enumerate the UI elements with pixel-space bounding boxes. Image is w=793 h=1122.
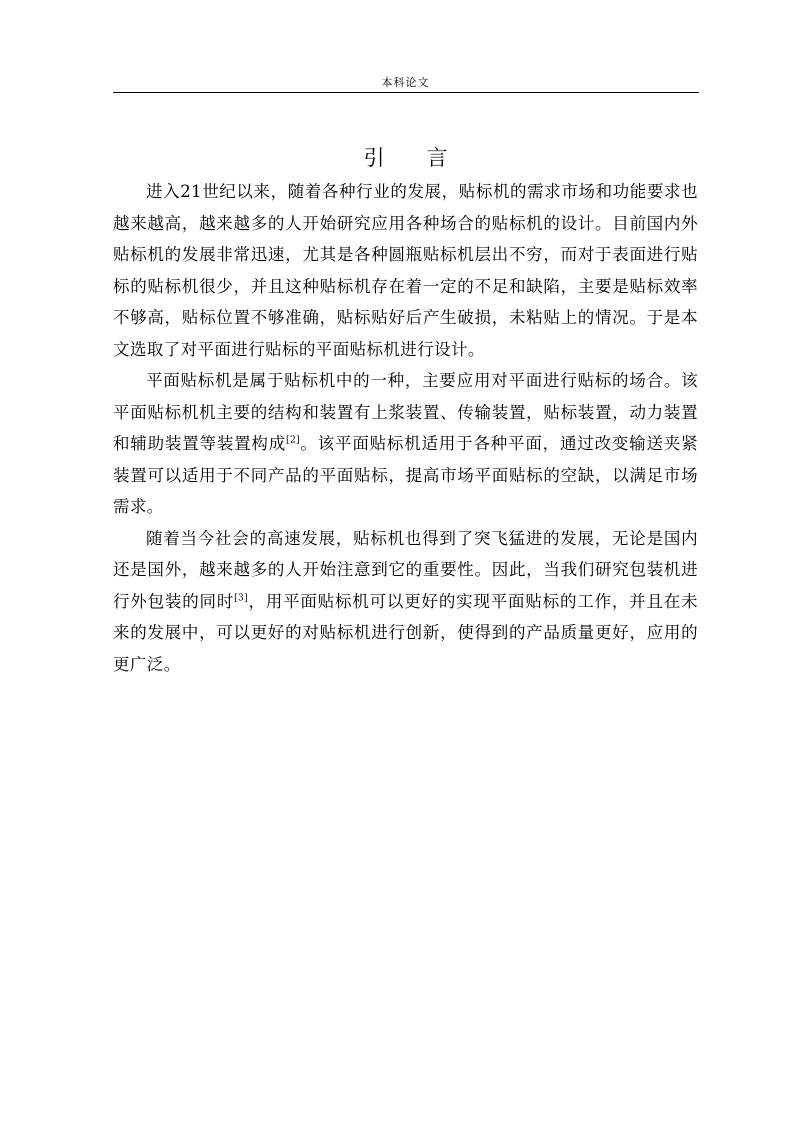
paragraph-2: [113, 365, 698, 523]
citation-3: [3]: [234, 593, 249, 603]
paragraph-3-text-b: ，用平面贴标机可以更好的实现平面贴标的工作，并且在未来的发展中，可以更好的对贴标机进行创新，使得到的产品质量更好，应用的更广泛。: [113, 591, 698, 674]
paragraph-1: [113, 176, 698, 365]
body-text: [113, 176, 698, 680]
paragraph-2-text-b: 。该平面贴标机适用于各种平面，通过改变输送夹紧装置可以适用于不同产品的平面贴标，提高市场平面贴标的空缺，以满足市场需求。: [113, 434, 699, 516]
paragraph-1-text: 进入21世纪以来，随着各种行业的发展，贴标机的需求市场和功能要求也越来越高，越来越多的人开始研究应用各种场合的贴标机的设计。目前国内外贴标机的发展非常迅速，尤其是各种圆瓶贴标机层出不穷，而对于表面进行贴标的贴标机很少，并且这种贴标机存在着一定的不足和缺陷，主要是贴标效率不够高，贴标位置不够准确，贴标贴好后产生破损，未粘贴上的情况。于是本文选取了对平面进行贴标的平面贴标机进行设计。: [113, 182, 698, 359]
paragraph-3-text-a: 随着当今社会的高速发展，贴标机也得到了突飞猛进的发展，无论是国内还是国外，越来越多的人开始注意到它的重要性。因此，当我们研究包装机进行外包装的同时: [113, 528, 698, 611]
page-header: 本科论文: [381, 76, 430, 89]
paragraph-2-text-a: 平面贴标机是属于贴标机中的一种，主要应用对平面进行贴标的场合。该平面贴标机机主要的结构和装置有上浆装置、传输装置，贴标装置，动力装置和辅助装置等装置构成: [113, 371, 698, 453]
header-rule: [113, 92, 699, 93]
title-char-1: 引: [363, 146, 385, 170]
citation-2: [2]: [286, 435, 300, 446]
section-title: [113, 144, 698, 172]
title-char-2: 言: [426, 146, 448, 170]
paragraph-3: [113, 523, 698, 681]
